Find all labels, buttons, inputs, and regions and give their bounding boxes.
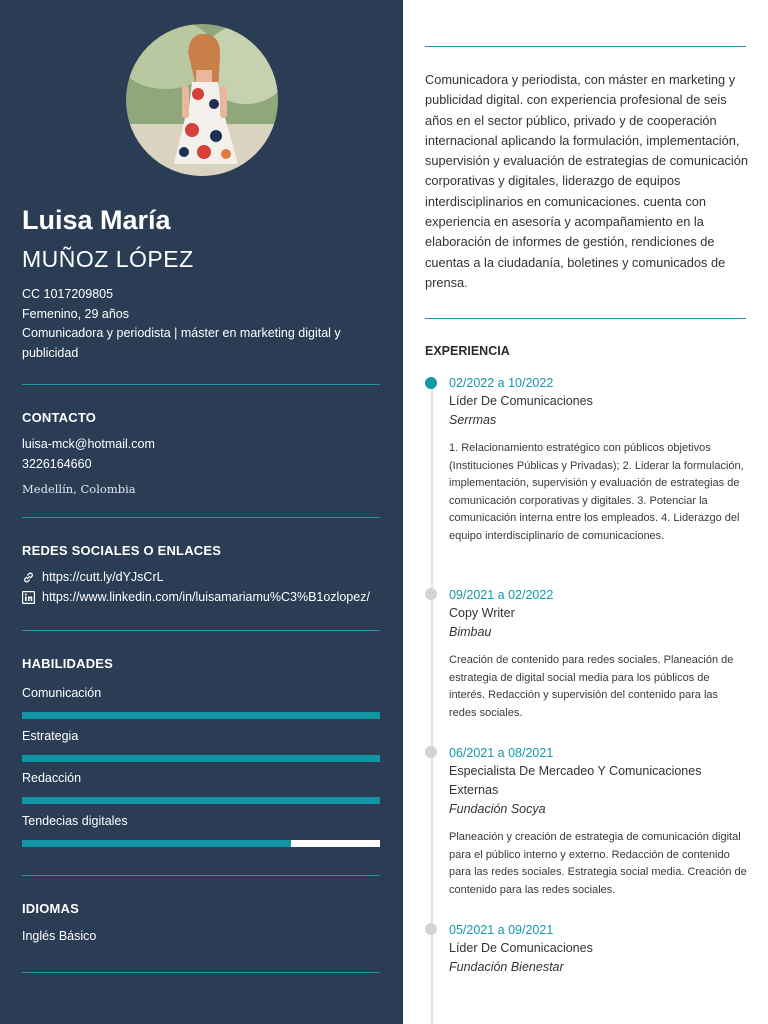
divider xyxy=(22,517,380,518)
skill-label: Estrategia xyxy=(22,729,79,743)
job-dates: 06/2021 a 08/2021 xyxy=(449,746,554,760)
job-role: Líder De Comunicaciones xyxy=(449,941,593,955)
skill-bar-fill xyxy=(22,712,380,719)
timeline-dot xyxy=(425,923,437,935)
job-company: Fundación Bienestar xyxy=(449,960,564,974)
headline: Comunicadora y periodista | máster en marketing digital y publicidad xyxy=(22,326,341,360)
divider xyxy=(22,630,380,631)
identity-block xyxy=(22,285,382,363)
contact-title: CONTACTO xyxy=(22,410,97,425)
job-entry xyxy=(449,374,747,545)
first-name: Luisa María xyxy=(22,205,171,235)
email[interactable]: luisa-mck@hotmail.com xyxy=(22,437,155,451)
languages-title: IDIOMAS xyxy=(22,901,80,916)
job-dates: 09/2021 a 02/2022 xyxy=(449,588,554,602)
skill-bar-fill xyxy=(22,797,380,804)
phone[interactable]: 3226164660 xyxy=(22,457,92,471)
id-number: CC 1017209805 xyxy=(22,287,114,301)
skill-bar-fill xyxy=(22,840,291,847)
skill-bar xyxy=(22,840,380,847)
link-icon xyxy=(22,571,35,584)
timeline-dot xyxy=(425,377,437,389)
experience-title: EXPERIENCIA xyxy=(425,344,510,358)
language-item: Inglés Básico xyxy=(22,929,97,943)
links-title: REDES SOCIALES O ENLACES xyxy=(22,543,222,558)
link-linkedin[interactable] xyxy=(22,590,370,604)
job-entry xyxy=(449,744,747,899)
job-company: Serrmas xyxy=(449,413,497,427)
gender-age: Femenino, 29 años xyxy=(22,306,130,321)
job-dates: 05/2021 a 09/2021 xyxy=(449,923,554,937)
timeline-dot xyxy=(425,588,437,600)
job-dates: 02/2022 a 10/2022 xyxy=(449,376,554,390)
job-description: Planeación y creación de estrategia de comunicación digital para el público interno y externo. Redacción de contenido para las redes sociales. Estrategia social media. Creación de contenido para las redes sociales. xyxy=(449,831,747,896)
job-description: 1. Relacionamiento estratégico con públicos objetivos (Instituciones Públicas y Privadas); 2. Liderar la formulación, implementación, supervisión y evaluación de estrategias de comunicación corporativas y digitales. 3. Potenciar la comunicación interna entre los empleados. 4. Liderazgo del equipo interdisciplinario de comunicaciones. xyxy=(449,442,744,542)
link-url[interactable]: https://www.linkedin.com/in/luisamariamu%C3%B1ozlopez/ xyxy=(42,590,370,604)
skill-label: Comunicación xyxy=(22,686,102,700)
job-role: Líder De Comunicaciones xyxy=(449,394,593,408)
divider xyxy=(425,46,746,47)
location: Medellín, Colombia xyxy=(22,482,136,496)
skill-bar xyxy=(22,755,380,762)
skill-label: Redacción xyxy=(22,771,82,785)
job-role: Copy Writer xyxy=(449,606,515,620)
last-name: MUÑOZ LÓPEZ xyxy=(22,246,194,272)
profile-photo xyxy=(126,24,278,176)
skill-label: Tendecias digitales xyxy=(22,814,128,828)
divider xyxy=(22,384,380,385)
divider xyxy=(22,875,380,876)
job-company: Fundación Socya xyxy=(449,802,546,816)
job-entry xyxy=(449,921,747,977)
job-description: Creación de contenido para redes sociales. Planeación de estrategia de digital social media para los públicos de interés. Redacción y supervisión del contenido para las redes sociales. xyxy=(449,654,734,719)
main-column xyxy=(403,0,768,1024)
profile-photo-illustration xyxy=(126,24,278,176)
profile-summary: Comunicadora y periodista, con máster en marketing y publicidad digital. con experiencia profesional de seis años en el sector público, privado y de cooperación internacional aplicando la formulación, implementación, supervisión y evaluación de estrategias de comunicación corporativas y digitales, liderazgo de equipos interdisciplinarios en comunicaciones. cuenta con experiencia en asesoría y acompañamiento en la elaboración de informes de gestión, rendiciones de cuentas a la ciudadanía, boletines y comunicados de prensa. xyxy=(425,72,748,290)
skill-bar-fill xyxy=(22,755,380,762)
job-entry xyxy=(449,586,747,722)
divider xyxy=(425,318,746,319)
timeline-dot xyxy=(425,746,437,758)
skill-bar xyxy=(22,797,380,804)
skills-title: HABILIDADES xyxy=(22,656,114,671)
skill-bar xyxy=(22,712,380,719)
link-url[interactable]: https://cutt.ly/dYJsCrL xyxy=(42,570,164,584)
link-cuttly[interactable] xyxy=(22,570,164,584)
divider xyxy=(22,972,380,973)
job-role: Especialista De Mercadeo Y Comunicaciones Externas xyxy=(449,764,702,797)
job-company: Bimbau xyxy=(449,625,492,639)
linkedin-icon xyxy=(22,591,35,604)
